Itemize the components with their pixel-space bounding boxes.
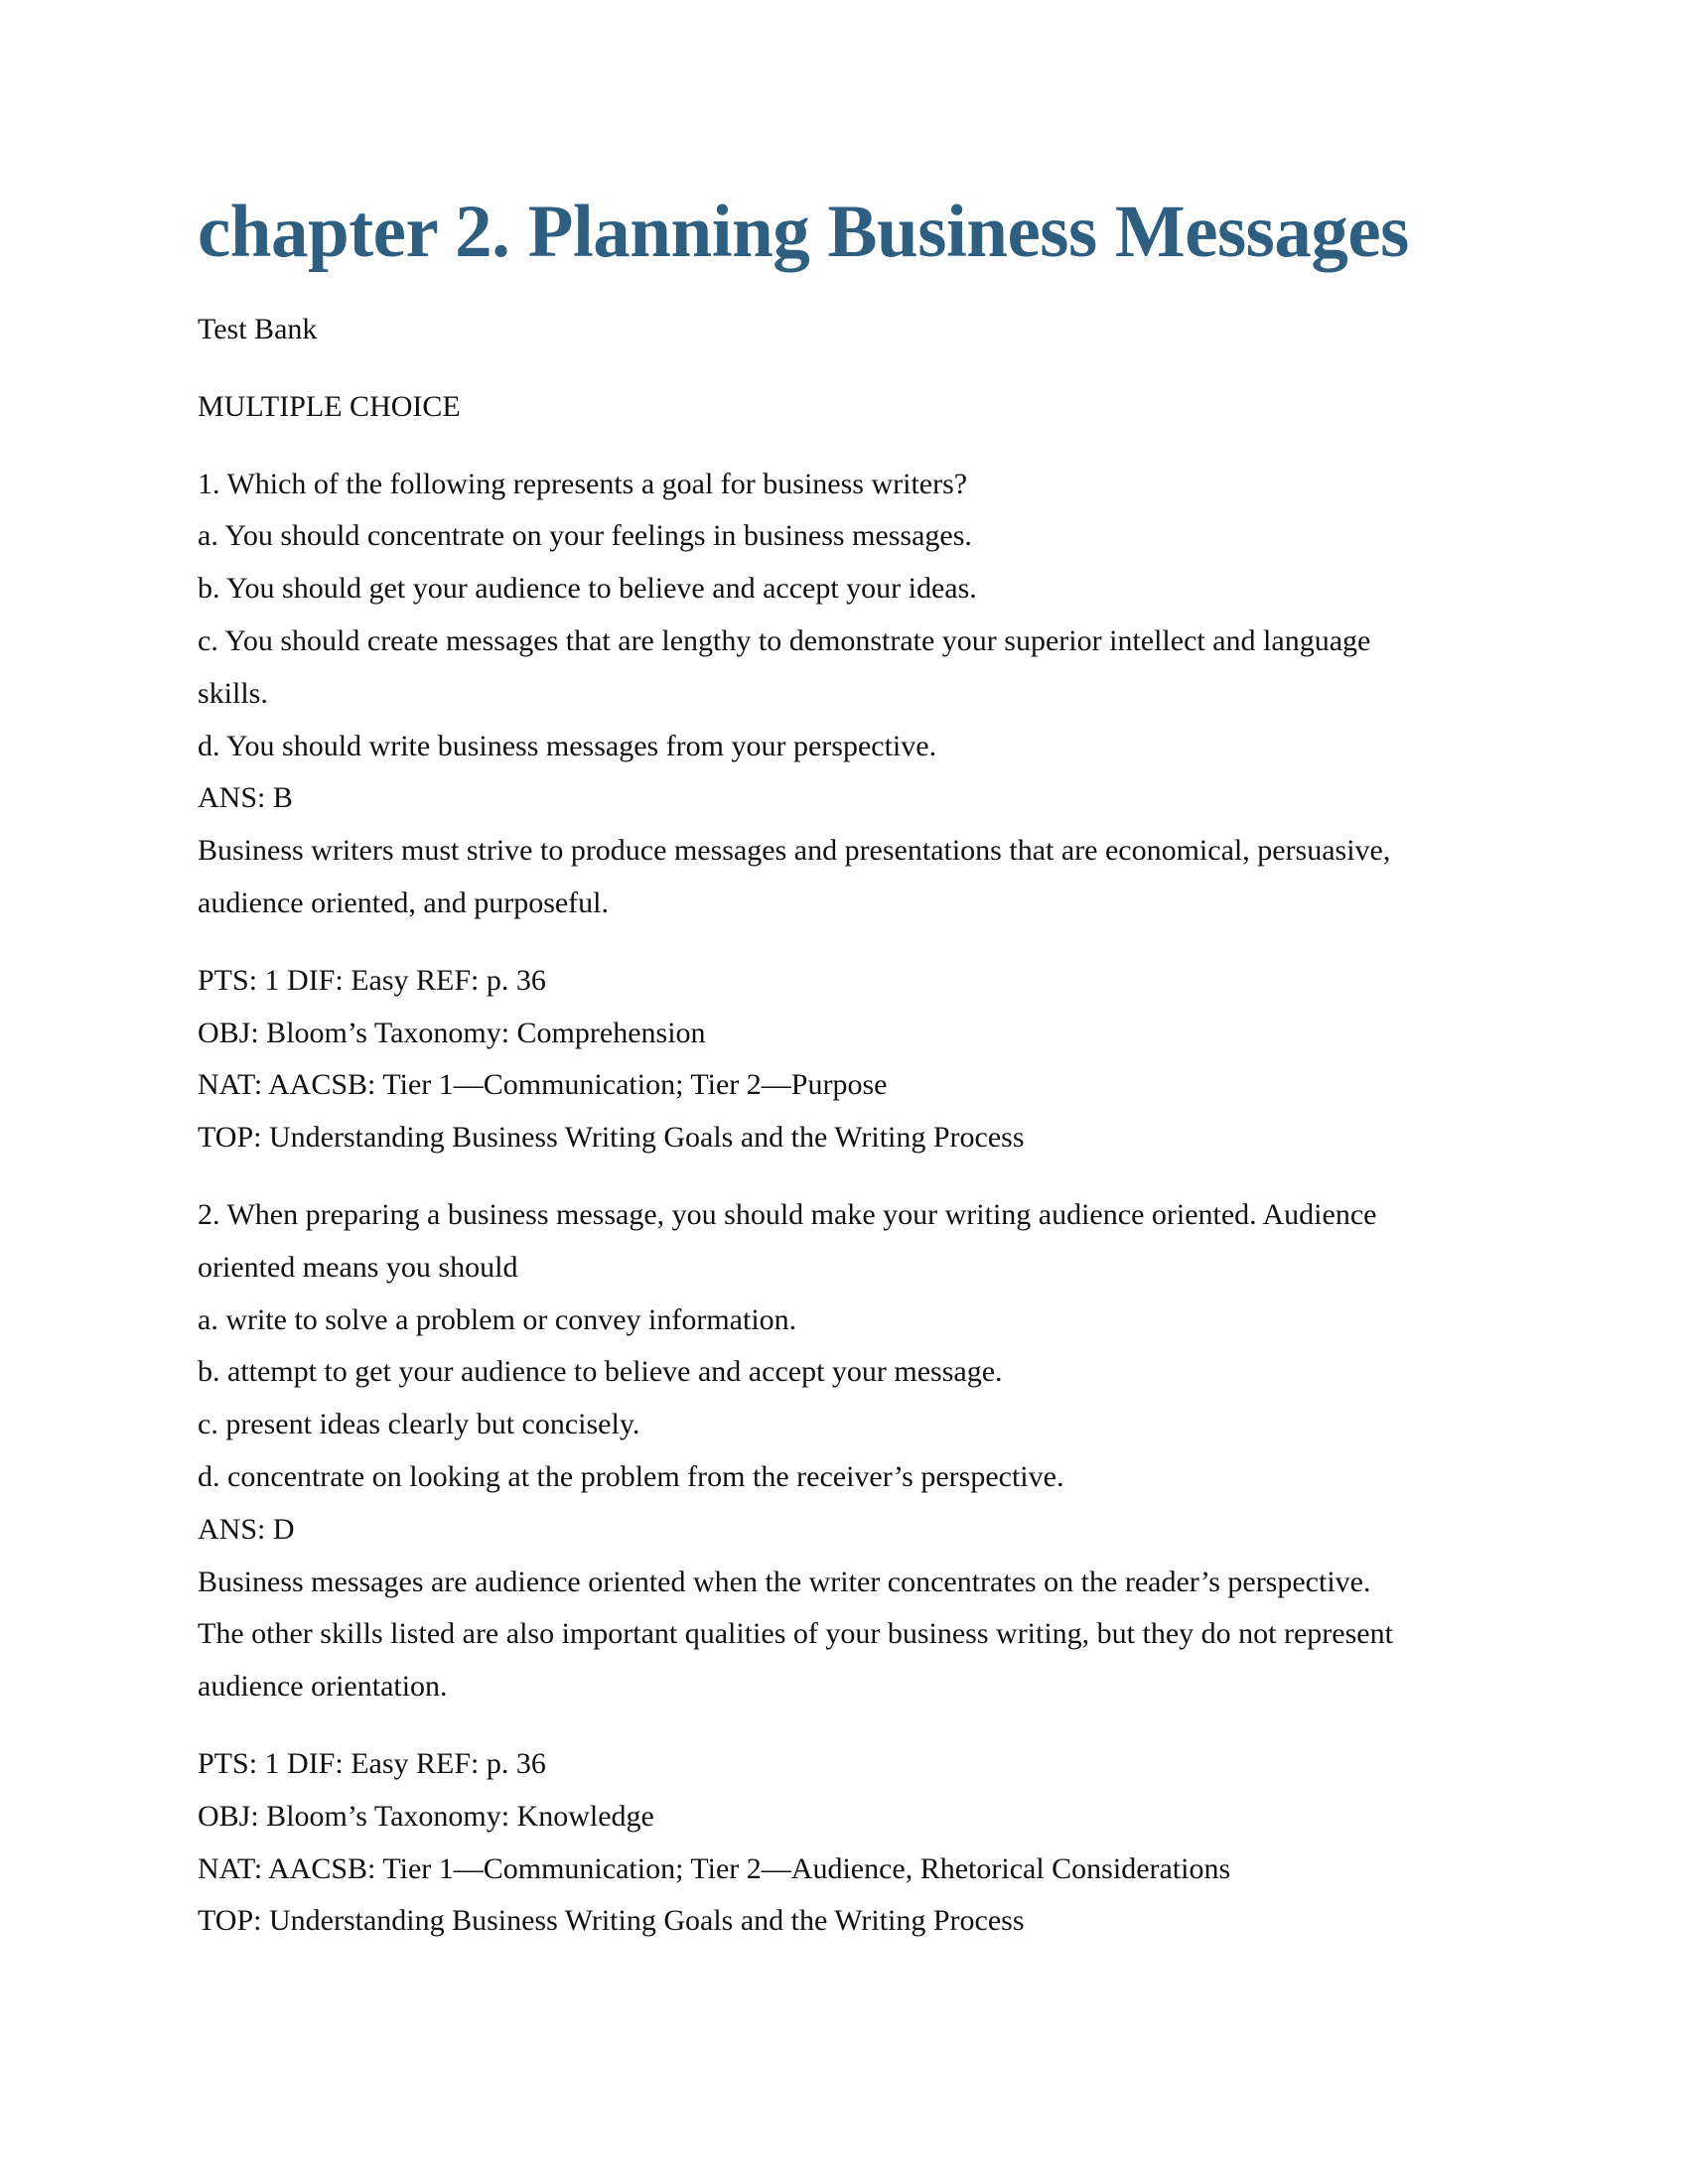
question-text: 1. Which of the following represents a goal for business writers?	[198, 467, 968, 500]
option-d: d. concentrate on looking at the problem from the receiver’s perspective.	[198, 1459, 1064, 1493]
explanation: Business messages are audience oriented when the writer concentrates on the reader’s perspective.	[198, 1565, 1371, 1598]
explanation: Business writers must strive to produce messages and presentations that are economical, persuasive,	[198, 834, 1391, 868]
option-d: d. You should write business messages from your perspective.	[198, 729, 937, 762]
option-c: c. present ideas clearly but concisely.	[198, 1408, 640, 1441]
option-a: a. write to solve a problem or convey information.	[198, 1302, 797, 1336]
answer: ANS: B	[198, 781, 293, 815]
page-title: chapter 2. Planning Business Messages	[198, 191, 1409, 273]
meta-top: TOP: Understanding Business Writing Goals and the Writing Process	[198, 1121, 1025, 1155]
question-text: 2. When preparing a business message, you should make your writing audience oriented. Audience	[198, 1197, 1377, 1231]
option-b: b. attempt to get your audience to believe and accept your message.	[198, 1355, 1003, 1389]
explanation: audience oriented, and purposeful.	[198, 886, 610, 919]
meta-pts: PTS: 1 DIF: Easy REF: p. 36	[198, 963, 546, 997]
option-a: a. You should concentrate on your feelings in business messages.	[198, 519, 972, 553]
meta-nat: NAT: AACSB: Tier 1—Communication; Tier 2—Purpose	[198, 1068, 888, 1102]
option-c-continued: skills.	[198, 676, 268, 710]
section-heading-text: MULTIPLE CHOICE	[198, 389, 461, 423]
question-1	[198, 459, 1508, 930]
document-body	[198, 304, 1508, 1973]
meta-obj: OBJ: Bloom’s Taxonomy: Knowledge	[198, 1799, 654, 1833]
question-text-continued: oriented means you should	[198, 1250, 518, 1284]
subtitle	[198, 304, 1508, 356]
meta-obj: OBJ: Bloom’s Taxonomy: Comprehension	[198, 1016, 706, 1049]
question-2-meta	[198, 1738, 1508, 1948]
answer: ANS: D	[198, 1512, 295, 1546]
section-heading	[198, 381, 1508, 434]
meta-top: TOP: Understanding Business Writing Goals and the Writing Process	[198, 1904, 1025, 1938]
meta-pts: PTS: 1 DIF: Easy REF: p. 36	[198, 1746, 546, 1780]
question-1-meta	[198, 955, 1508, 1164]
meta-nat: NAT: AACSB: Tier 1—Communication; Tier 2—Audience, Rhetorical Considerations	[198, 1851, 1231, 1885]
option-b: b. You should get your audience to believe and accept your ideas.	[198, 572, 977, 606]
subtitle-text: Test Bank	[198, 313, 318, 345]
question-2	[198, 1189, 1508, 1713]
explanation: The other skills listed are also important qualities of your business writing, but they do not represent	[198, 1617, 1393, 1651]
explanation: audience orientation.	[198, 1670, 448, 1704]
option-c: c. You should create messages that are lengthy to demonstrate your superior intellect and language	[198, 623, 1371, 657]
